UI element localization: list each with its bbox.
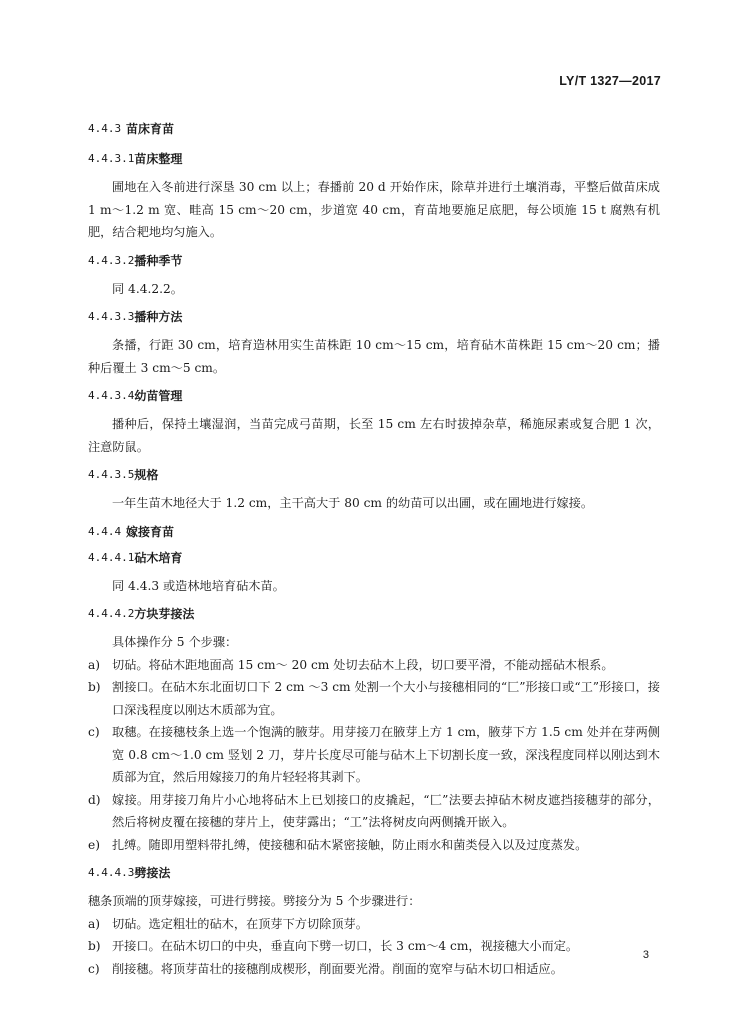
section-number: 4.4.3.1 — [88, 152, 135, 165]
list-marker: a) — [88, 657, 101, 672]
paragraph-4-4-3-5: 一年生苗木地径大于 1.2 cm，主干高大于 80 cm 的幼苗可以出圃，或在圃地进行嫁接。 — [112, 496, 594, 510]
paragraph-4-4-3-3: 条播，行距 30 cm，培育造林用实生苗株距 10 cm～15 cm，培育砧木苗株距 15 cm～20 cm；播种后覆土 3 cm～5 cm。 — [88, 338, 660, 375]
paragraph-4-4-3-2: 同 4.4.2.2。 — [112, 281, 183, 296]
page-number: 3 — [642, 949, 649, 961]
section-number: 4.4.3.5 — [88, 468, 135, 481]
paragraph-4-4-4-3-intro: 穗条顶端的顶芽嫁接，可进行劈接。劈接分为 5 个步骤进行： — [88, 894, 421, 908]
heading-4-4-4-1 — [88, 549, 660, 567]
heading-4-4-3-2 — [88, 252, 660, 270]
list-marker: b) — [88, 939, 101, 953]
list-item — [88, 676, 660, 721]
heading-4-4-4-3 — [88, 864, 660, 882]
section-title: 规格 — [134, 468, 159, 482]
list-item — [88, 721, 660, 789]
standard-code: LY/T 1327—2017 — [559, 74, 661, 88]
section-number: 4.4.3.4 — [88, 389, 135, 402]
list-item — [88, 913, 660, 936]
list-text: 开接口。在砧木切口的中央，垂直向下劈一切口，长 3 cm～4 cm，视接穗大小而定。 — [112, 939, 579, 953]
list-marker: b) — [88, 680, 101, 694]
section-title: 幼苗管理 — [134, 389, 183, 403]
heading-4-4-3-1 — [88, 150, 660, 168]
heading-4-4-4-2 — [88, 605, 660, 623]
list-text: 扎缚。随即用塑料带扎缚，使接穗和砧木紧密接触，防止雨水和菌类侵入以及过度蒸发。 — [112, 837, 588, 852]
section-number: 4.4.4.1 — [88, 550, 135, 564]
section-title: 方块芽接法 — [134, 607, 195, 621]
heading-4-4-3-4 — [88, 387, 660, 405]
heading-4-4-3-3 — [88, 308, 660, 326]
section-number: 4.4.3 — [88, 122, 122, 135]
list-text: 嫁接。用芽接刀角片小心地将砧木上已划接口的皮撬起，“匚”法要去掉砧木树皮遮挡接穗芽的部分，然后将树皮覆在接穗的芽片上，使芽露出；“工”法将树皮向两侧撬开嵌入。 — [112, 792, 660, 829]
section-title: 砧木培育 — [134, 550, 183, 565]
heading-4-4-4 — [88, 523, 660, 541]
section-title: 苗床育苗 — [126, 122, 175, 136]
section-number: 4.4.3.3 — [88, 310, 135, 323]
list-item — [88, 834, 660, 857]
list-item — [88, 654, 660, 677]
list-text: 切砧。选定粗壮的砧木，在顶芽下方切除顶芽。 — [112, 916, 368, 931]
list-text: 取穗。在接穗枝条上选一个饱满的腋芽。用芽接刀在腋芽上方 1 cm，腋芽下方 1.5 cm 处并在芽两侧宽 0.8 cm～1.0 cm 竖划 2 刀，芽片长度尽可能与砧木上下切割长度一致，深浅程度同样以刚达到木质部为宜，然后用嫁接刀的角片轻轻将其剥下。 — [112, 725, 660, 784]
section-title: 劈接法 — [134, 866, 171, 880]
list-item — [88, 789, 660, 834]
list-marker: a) — [88, 916, 101, 931]
section-number: 4.4.4.3 — [88, 866, 135, 879]
document-body — [88, 120, 660, 980]
section-number: 4.4.3.2 — [88, 253, 135, 267]
list-marker: d) — [88, 792, 101, 807]
list-marker: e) — [88, 837, 100, 852]
paragraph-4-4-3-1: 圃地在入冬前进行深垦 30 cm 以上；春播前 20 d 开始作床，除草并进行土壤消毒，平整后做苗床成 1 m～1.2 m 宽、畦高 15 cm～20 cm，步道宽 40 cm，育苗地要施足底肥，每公顷施 15 t 腐熟有机肥，结合耙地均匀施入。 — [88, 180, 660, 239]
steps-list-4-4-4-2 — [88, 654, 660, 857]
section-title: 嫁接育苗 — [126, 524, 175, 539]
section-title: 播种方法 — [134, 310, 183, 324]
paragraph-4-4-4-1: 同 4.4.3 或造林地培育砧木苗。 — [112, 578, 285, 593]
list-marker: c) — [88, 725, 100, 739]
paragraph-4-4-4-2-intro: 具体操作分 5 个步骤： — [112, 635, 238, 649]
heading-4-4-3-5 — [88, 466, 660, 484]
list-text: 切砧。将砧木距地面高 15 cm～ 20 cm 处切去砧木上段，切口要平滑，不能动摇砧木根系。 — [112, 657, 614, 672]
list-text: 割接口。在砧木东北面切口下 2 cm ～3 cm 处割一个大小与接穗相同的“匚”形接口或“工”形接口，接口深浅程度以刚达木质部为宜。 — [112, 680, 660, 717]
list-item — [88, 958, 660, 981]
section-title: 苗床整理 — [134, 152, 183, 166]
paragraph-4-4-3-4: 播种后，保持土壤湿润，当苗完成弓苗期，长至 15 cm 左右时拔掉杂草，稀施尿素或复合肥 1 次，注意防鼠。 — [88, 417, 660, 454]
section-number: 4.4.4.2 — [88, 607, 135, 620]
section-number: 4.4.4 — [88, 524, 122, 538]
list-text: 削接穗。将顶芽苗壮的接穗削成楔形，削面要光滑。削面的宽窄与砧木切口相适应。 — [112, 961, 563, 976]
heading-4-4-3 — [88, 120, 660, 138]
list-item — [88, 935, 660, 958]
list-marker: c) — [88, 961, 100, 976]
section-title: 播种季节 — [134, 253, 183, 268]
steps-list-4-4-4-3 — [88, 913, 660, 981]
